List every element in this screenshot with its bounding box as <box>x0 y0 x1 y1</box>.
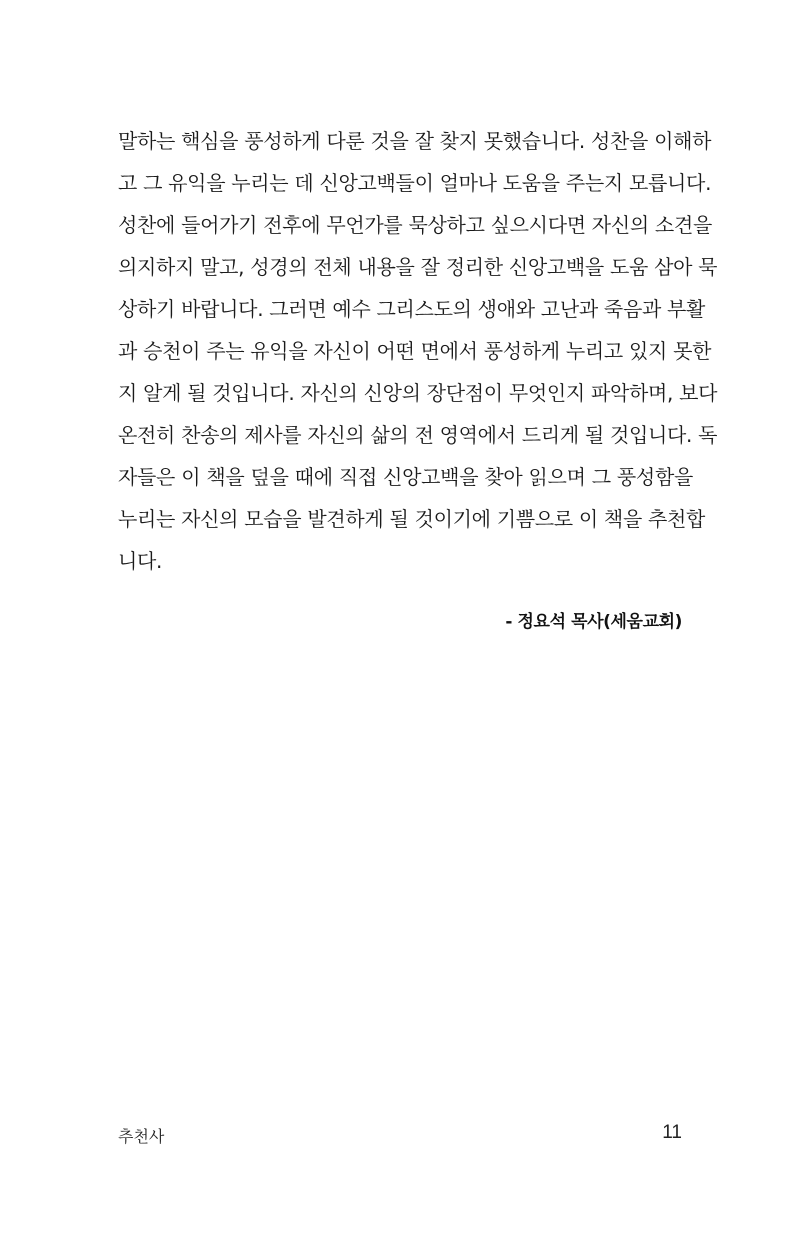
body-line-5: 상하기 바랍니다. 그러면 예수 그리스도의 생애와 고난과 죽음과 부활 <box>118 297 706 321</box>
body-text <box>118 120 718 582</box>
body-line-8: 온전히 찬송의 제사를 자신의 삶의 전 영역에서 드리게 될 것입니다. 독 <box>118 423 718 447</box>
author-signature: - 정요석 목사(세움교회) <box>505 612 682 632</box>
body-line-3: 성찬에 들어가기 전후에 무언가를 묵상하고 싶으시다면 자신의 소견을 <box>118 213 712 237</box>
body-line-9: 자들은 이 책을 덮을 때에 직접 신앙고백을 찾아 읽으며 그 풍성함을 <box>118 465 693 489</box>
page-number: 11 <box>662 1122 682 1143</box>
body-line-11: 니다. <box>118 549 163 573</box>
body-line-4: 의지하지 말고, 성경의 전체 내용을 잘 정리한 신앙고백을 도움 삼아 묵 <box>118 255 718 279</box>
body-line-6: 과 승천이 주는 유익을 자신이 어떤 면에서 풍성하게 누리고 있지 못한 <box>118 339 712 363</box>
body-line-2: 고 그 유익을 누리는 데 신앙고백들이 얼마나 도움을 주는지 모릅니다. <box>118 171 712 195</box>
body-line-7: 지 알게 될 것입니다. 자신의 신앙의 장단점이 무엇인지 파악하며, 보다 <box>118 381 718 405</box>
body-line-1: 말하는 핵심을 풍성하게 다룬 것을 잘 찾지 못했습니다. 성찬을 이해하 <box>118 129 712 153</box>
body-line-10: 누리는 자신의 모습을 발견하게 될 것이기에 기쁨으로 이 책을 추천합 <box>118 507 706 531</box>
footer-section-title: 추천사 <box>118 1127 165 1146</box>
